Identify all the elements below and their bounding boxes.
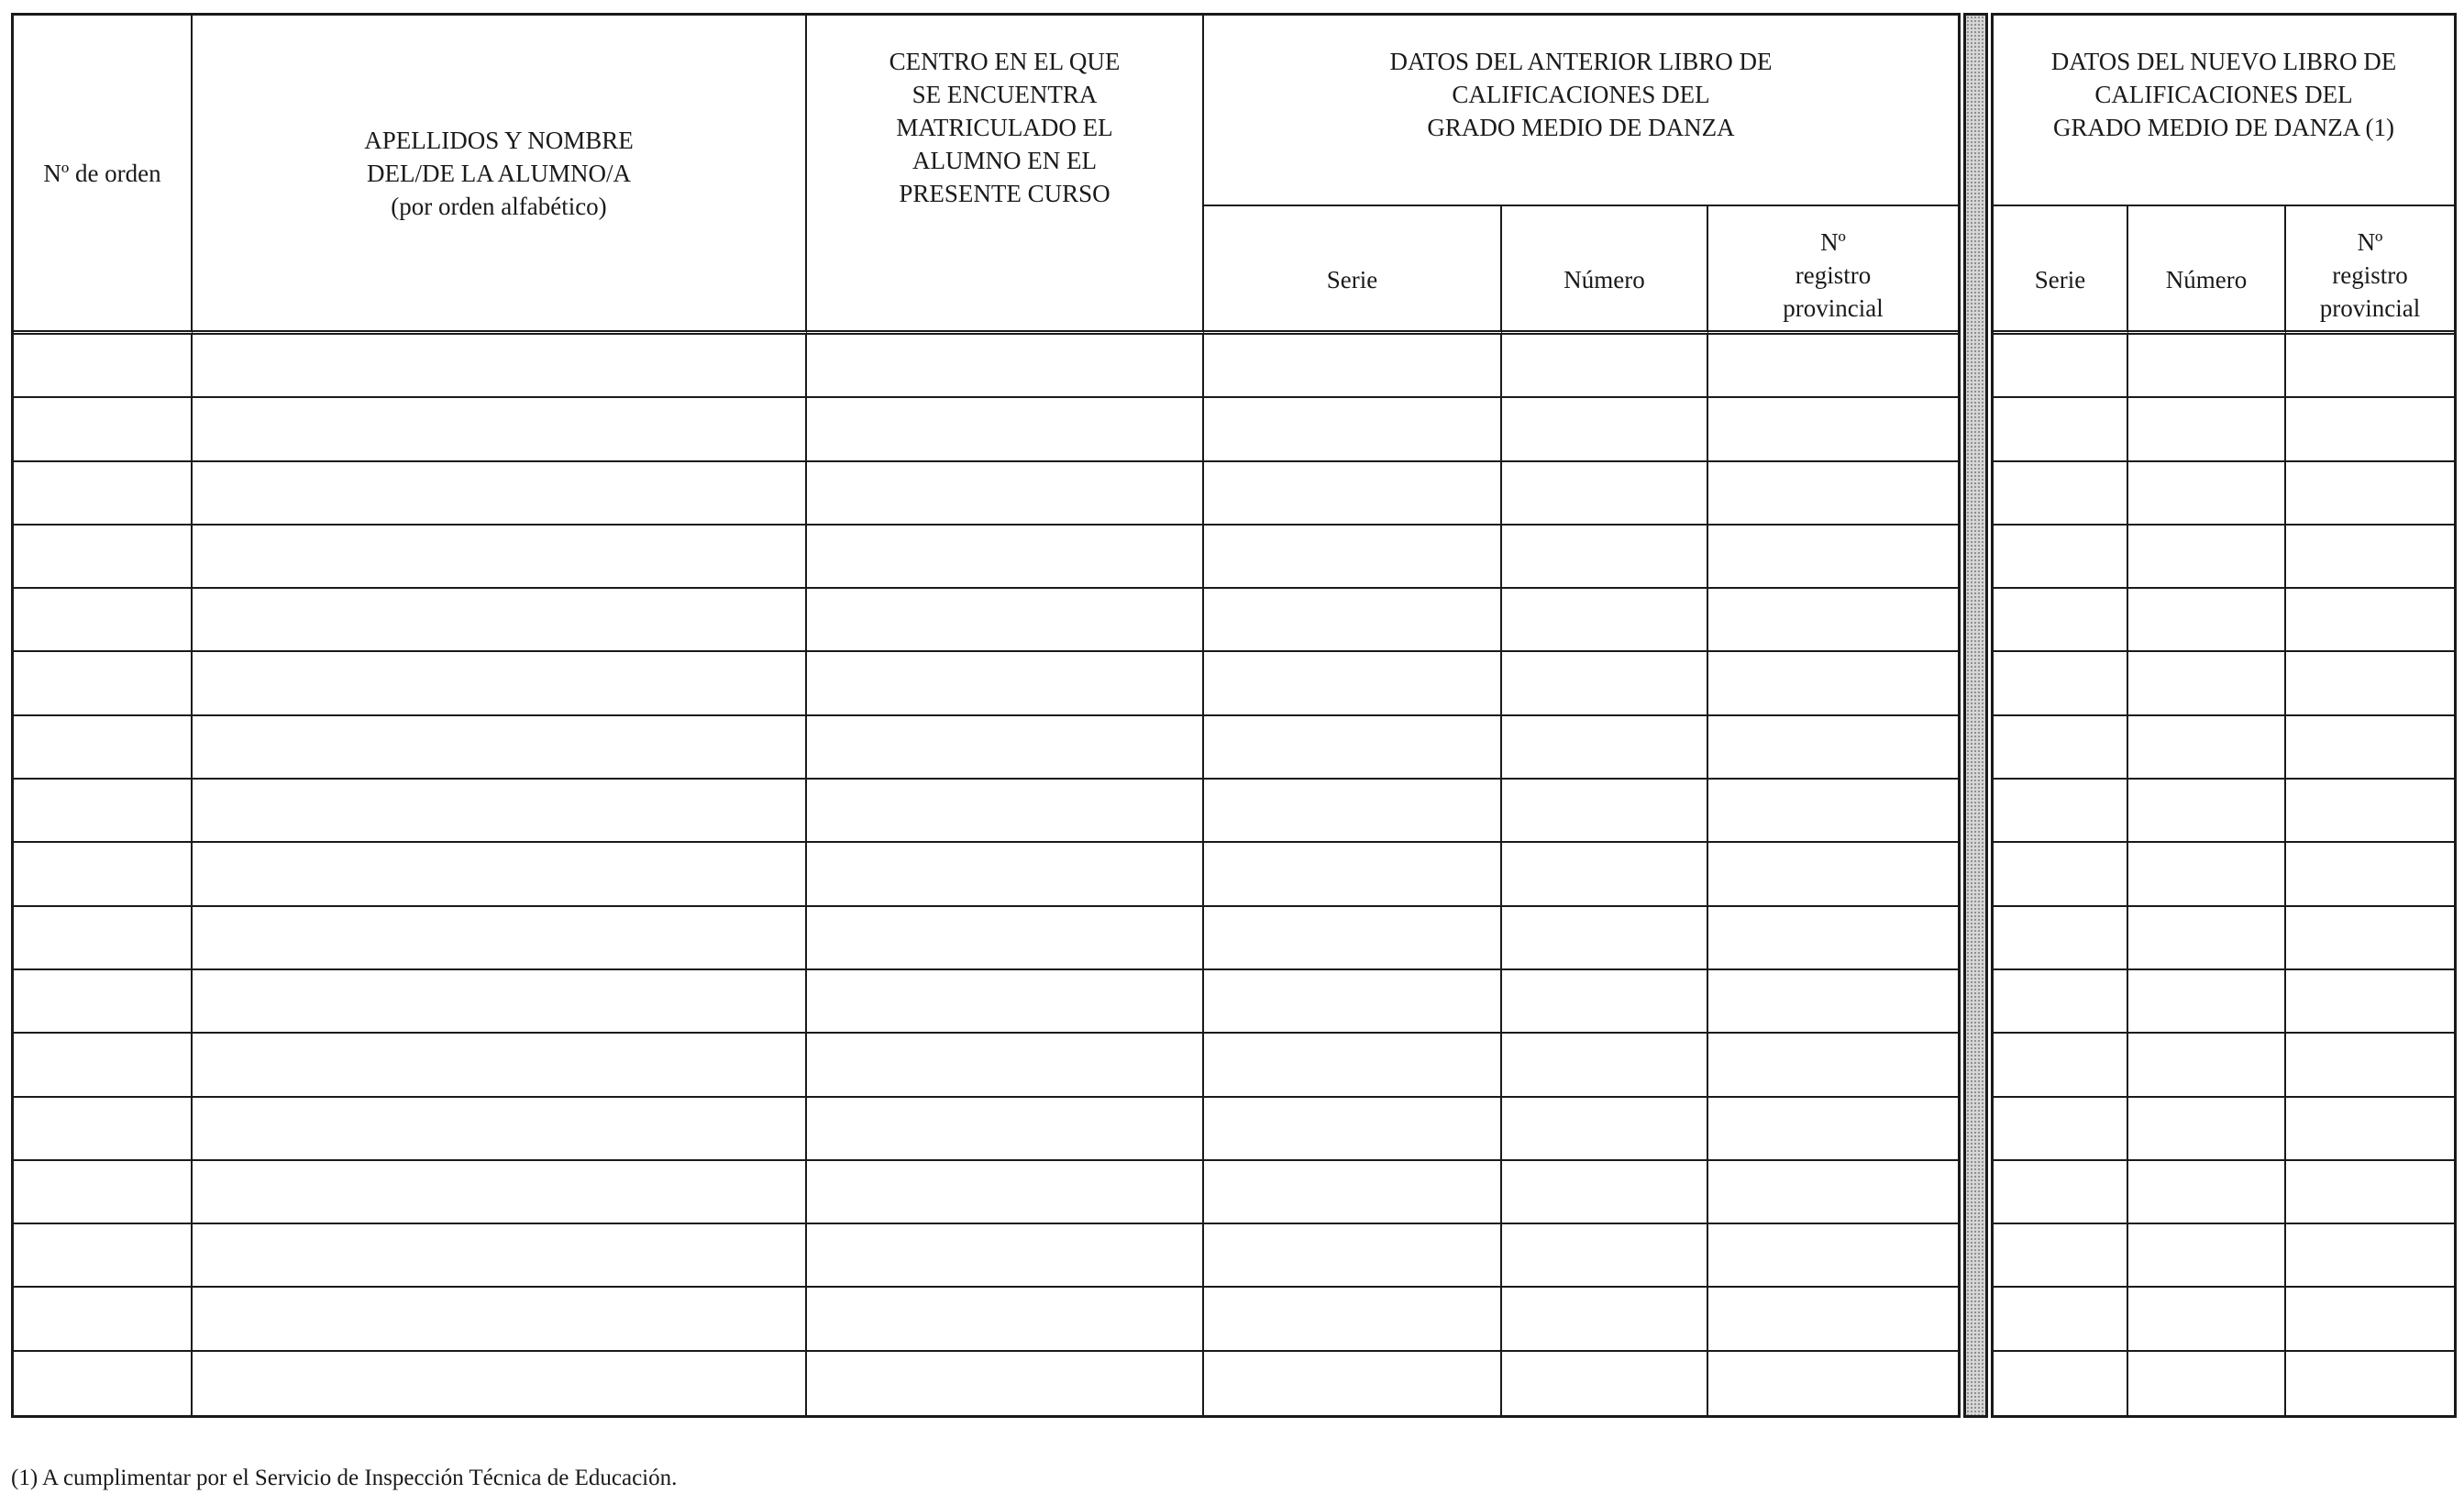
form-cell[interactable]	[807, 843, 1204, 906]
form-cell[interactable]	[1708, 526, 1958, 589]
subheader-registro-line-1: Nº	[1820, 228, 1846, 256]
form-cell[interactable]	[1502, 780, 1708, 843]
form-cell[interactable]	[1708, 1098, 1958, 1161]
form-cell[interactable]	[14, 652, 193, 715]
form-cell[interactable]	[14, 843, 193, 906]
form-cell[interactable]	[1708, 462, 1958, 526]
form-cell[interactable]	[2286, 1352, 2454, 1415]
form-cell[interactable]	[1708, 1352, 1958, 1415]
form-cell[interactable]	[1502, 907, 1708, 970]
form-cell[interactable]	[1994, 652, 2128, 715]
form-cell[interactable]	[1708, 907, 1958, 970]
form-cell[interactable]	[1994, 1034, 2128, 1097]
form-cell[interactable]	[2128, 398, 2286, 461]
form-cell[interactable]	[2128, 843, 2286, 906]
form-cell[interactable]	[2286, 780, 2454, 843]
form-cell[interactable]	[2286, 462, 2454, 526]
form-cell[interactable]	[1204, 526, 1502, 589]
form-cell[interactable]	[2286, 589, 2454, 652]
anterior-libro-table	[11, 13, 1961, 1418]
form-cell[interactable]	[1502, 1161, 1708, 1224]
form-cell[interactable]	[1708, 1034, 1958, 1097]
subheader-numero-nuevo-text: Número	[2165, 265, 2248, 293]
form-cell[interactable]	[193, 1034, 807, 1097]
form-cell[interactable]	[2286, 843, 2454, 906]
form-cell[interactable]	[193, 1352, 807, 1415]
form-cell[interactable]	[1502, 652, 1708, 715]
form-cell[interactable]	[1994, 1098, 2128, 1161]
form-cell[interactable]	[14, 907, 193, 970]
subheader-registro-nuevo-line-1: Nº	[2357, 228, 2383, 256]
form-cell[interactable]	[1708, 398, 1958, 461]
form-cell[interactable]	[807, 652, 1204, 715]
form-cell[interactable]	[1502, 398, 1708, 461]
form-cell[interactable]	[1994, 907, 2128, 970]
form-cell[interactable]	[1708, 652, 1958, 715]
form-cell[interactable]	[1994, 970, 2128, 1034]
form-cell[interactable]	[1994, 1161, 2128, 1224]
form-cell[interactable]	[2128, 970, 2286, 1034]
form-cell[interactable]	[2286, 1161, 2454, 1224]
form-cell[interactable]	[1502, 589, 1708, 652]
form-cell[interactable]	[1994, 526, 2128, 589]
form-cell[interactable]	[1502, 1288, 1708, 1351]
form-cell[interactable]	[1204, 716, 1502, 780]
form-cell[interactable]	[193, 589, 807, 652]
form-cell[interactable]	[193, 780, 807, 843]
header-nuevo-line-2: CALIFICACIONES DEL	[2094, 81, 2353, 108]
form-cell[interactable]	[2286, 398, 2454, 461]
form-cell[interactable]	[2286, 907, 2454, 970]
form-cell[interactable]	[1204, 907, 1502, 970]
form-cell[interactable]	[2286, 1034, 2454, 1097]
form-cell[interactable]	[14, 780, 193, 843]
form-cell[interactable]	[1204, 398, 1502, 461]
form-cell[interactable]	[807, 462, 1204, 526]
form-cell[interactable]	[14, 462, 193, 526]
form-cell[interactable]	[14, 716, 193, 780]
form-cell[interactable]	[1502, 843, 1708, 906]
form-cell[interactable]	[807, 1034, 1204, 1097]
form-cell[interactable]	[1502, 970, 1708, 1034]
form-cell[interactable]	[1204, 843, 1502, 906]
form-cell[interactable]	[14, 1224, 193, 1288]
form-cell[interactable]	[14, 335, 193, 398]
form-cell[interactable]	[1708, 1288, 1958, 1351]
form-cell[interactable]	[1204, 1098, 1502, 1161]
form-cell[interactable]	[1204, 589, 1502, 652]
form-cell[interactable]	[1994, 398, 2128, 461]
header-anterior-line-1: DATOS DEL ANTERIOR LIBRO DE	[1389, 48, 1773, 75]
form-cell[interactable]	[1708, 716, 1958, 780]
form-cell[interactable]	[1204, 970, 1502, 1034]
form-cell[interactable]	[14, 589, 193, 652]
subheader-registro-nuevo-line-3: provincial	[2319, 294, 2421, 322]
form-cell[interactable]	[1708, 843, 1958, 906]
subheader-numero-nuevo	[2128, 206, 2286, 335]
header-centro-line-3: MATRICULADO EL	[896, 114, 1113, 141]
form-cell[interactable]	[2286, 526, 2454, 589]
header-centro-line-1: CENTRO EN EL QUE	[889, 48, 1121, 75]
form-cell[interactable]	[1994, 1224, 2128, 1288]
form-cell[interactable]	[2128, 462, 2286, 526]
form-cell[interactable]	[2128, 1224, 2286, 1288]
header-anterior-line-3: GRADO MEDIO DE DANZA	[1427, 114, 1735, 141]
form-cell[interactable]	[2128, 1288, 2286, 1351]
form-cell[interactable]	[807, 1352, 1204, 1415]
form-cell[interactable]	[193, 462, 807, 526]
form-cell[interactable]	[2128, 652, 2286, 715]
form-cell[interactable]	[193, 398, 807, 461]
form-cell[interactable]	[193, 970, 807, 1034]
form-cell[interactable]	[1708, 1224, 1958, 1288]
form-cell[interactable]	[1994, 1352, 2128, 1415]
form-cell[interactable]	[14, 526, 193, 589]
form-cell[interactable]	[1502, 335, 1708, 398]
form-cell[interactable]	[2128, 1098, 2286, 1161]
header-centro-line-4: ALUMNO EN EL	[912, 147, 1097, 174]
form-cell[interactable]	[807, 1224, 1204, 1288]
form-cell[interactable]	[2128, 1352, 2286, 1415]
form-cell[interactable]	[2286, 1224, 2454, 1288]
subheader-numero-text: Número	[1563, 265, 1645, 293]
subheader-registro	[1708, 206, 1958, 335]
form-cell[interactable]	[1708, 1161, 1958, 1224]
nuevo-libro-table	[1991, 13, 2457, 1418]
form-cell[interactable]	[807, 970, 1204, 1034]
form-cell[interactable]	[1994, 780, 2128, 843]
form-cell[interactable]	[807, 589, 1204, 652]
header-nombre	[193, 16, 807, 335]
footnote: (1) A cumplimentar por el Servicio de Inspección Técnica de Educación.	[11, 1466, 678, 1490]
header-nombre-line-3: (por orden alfabético)	[391, 192, 607, 220]
form-cell[interactable]	[14, 1288, 193, 1351]
form-cell[interactable]	[1994, 843, 2128, 906]
form-cell[interactable]	[807, 1288, 1204, 1351]
form-cell[interactable]	[1994, 462, 2128, 526]
form-cell[interactable]	[193, 1288, 807, 1351]
subheader-numero	[1502, 206, 1708, 335]
form-cell[interactable]	[1502, 462, 1708, 526]
form-cell[interactable]	[1502, 526, 1708, 589]
form-cell[interactable]	[807, 716, 1204, 780]
form-cell[interactable]	[1204, 335, 1502, 398]
header-anterior-line-2: CALIFICACIONES DEL	[1452, 81, 1710, 108]
form-cell[interactable]	[193, 716, 807, 780]
form-cell[interactable]	[1502, 716, 1708, 780]
form-cell[interactable]	[2286, 716, 2454, 780]
form-cell[interactable]	[1994, 335, 2128, 398]
form-cell[interactable]	[1708, 780, 1958, 843]
form-cell[interactable]	[807, 526, 1204, 589]
form-cell[interactable]	[2286, 1288, 2454, 1351]
form-cell[interactable]	[2286, 335, 2454, 398]
header-nuevo-line-3: GRADO MEDIO DE DANZA (1)	[2053, 114, 2394, 141]
form-cell[interactable]	[2128, 907, 2286, 970]
form-cell[interactable]	[807, 335, 1204, 398]
form-cell[interactable]	[1994, 1288, 2128, 1351]
table-gutter-shading	[1963, 13, 1988, 1418]
form-cell[interactable]	[2128, 1161, 2286, 1224]
form-cell[interactable]	[193, 843, 807, 906]
form-cell[interactable]	[1502, 1034, 1708, 1097]
header-nombre-line-2: DEL/DE LA ALUMNO/A	[367, 159, 631, 187]
form-cell[interactable]	[14, 1352, 193, 1415]
subheader-serie	[1204, 206, 1502, 335]
form-cell[interactable]	[14, 1034, 193, 1097]
header-centro	[807, 16, 1204, 335]
form-cell[interactable]	[193, 335, 807, 398]
form-cell[interactable]	[1708, 335, 1958, 398]
subheader-registro-line-3: provincial	[1783, 294, 1884, 322]
header-anterior-libro	[1204, 16, 1958, 206]
subheader-serie-nuevo	[1994, 206, 2128, 335]
form-cell[interactable]	[807, 907, 1204, 970]
form-cell[interactable]	[2128, 526, 2286, 589]
subheader-serie-nuevo-text: Serie	[2034, 265, 2086, 293]
form-cell[interactable]	[1994, 589, 2128, 652]
form-cell[interactable]	[14, 1161, 193, 1224]
form-cell[interactable]	[1204, 1034, 1502, 1097]
form-cell[interactable]	[193, 1161, 807, 1224]
form-cell[interactable]	[1204, 1352, 1502, 1415]
form-cell[interactable]	[1204, 1224, 1502, 1288]
form-cell[interactable]	[1204, 1288, 1502, 1351]
form-cell[interactable]	[193, 907, 807, 970]
form-cell[interactable]	[2286, 1098, 2454, 1161]
header-centro-line-5: PRESENTE CURSO	[899, 180, 1110, 207]
header-centro-line-2: SE ENCUENTRA	[912, 81, 1098, 108]
form-cell[interactable]	[1994, 716, 2128, 780]
form-cell[interactable]	[2128, 716, 2286, 780]
form-cell[interactable]	[1708, 589, 1958, 652]
header-nombre-line-1: APELLIDOS Y NOMBRE	[364, 126, 634, 154]
form-cell[interactable]	[193, 1098, 807, 1161]
header-orden-text: Nº de orden	[43, 159, 161, 187]
form-cell[interactable]	[2128, 780, 2286, 843]
form-cell[interactable]	[1708, 970, 1958, 1034]
subheader-serie-text: Serie	[1326, 265, 1378, 293]
form-cell[interactable]	[2128, 335, 2286, 398]
header-nuevo-libro	[1994, 16, 2454, 206]
form-cell[interactable]	[14, 1098, 193, 1161]
form-cell[interactable]	[14, 398, 193, 461]
form-cell[interactable]	[193, 652, 807, 715]
form-cell[interactable]	[1204, 652, 1502, 715]
form-cell[interactable]	[193, 526, 807, 589]
subheader-registro-nuevo-line-2: registro	[2332, 261, 2408, 289]
form-cell[interactable]	[1502, 1352, 1708, 1415]
form-cell[interactable]	[2128, 1034, 2286, 1097]
form-cell[interactable]	[807, 1161, 1204, 1224]
form-cell[interactable]	[2128, 589, 2286, 652]
form-cell[interactable]	[1204, 780, 1502, 843]
subheader-registro-line-2: registro	[1795, 261, 1872, 289]
form-cell[interactable]	[193, 1224, 807, 1288]
form-cell[interactable]	[2286, 652, 2454, 715]
header-orden	[14, 16, 193, 335]
subheader-registro-nuevo	[2286, 206, 2454, 335]
form-cell[interactable]	[2286, 970, 2454, 1034]
form-cell[interactable]	[1204, 462, 1502, 526]
form-cell[interactable]	[14, 970, 193, 1034]
form-cell[interactable]	[1502, 1224, 1708, 1288]
form-cell[interactable]	[1502, 1098, 1708, 1161]
form-cell[interactable]	[807, 1098, 1204, 1161]
form-cell[interactable]	[807, 780, 1204, 843]
header-nuevo-line-1: DATOS DEL NUEVO LIBRO DE	[2050, 48, 2397, 75]
form-cell[interactable]	[807, 398, 1204, 461]
form-cell[interactable]	[1204, 1161, 1502, 1224]
